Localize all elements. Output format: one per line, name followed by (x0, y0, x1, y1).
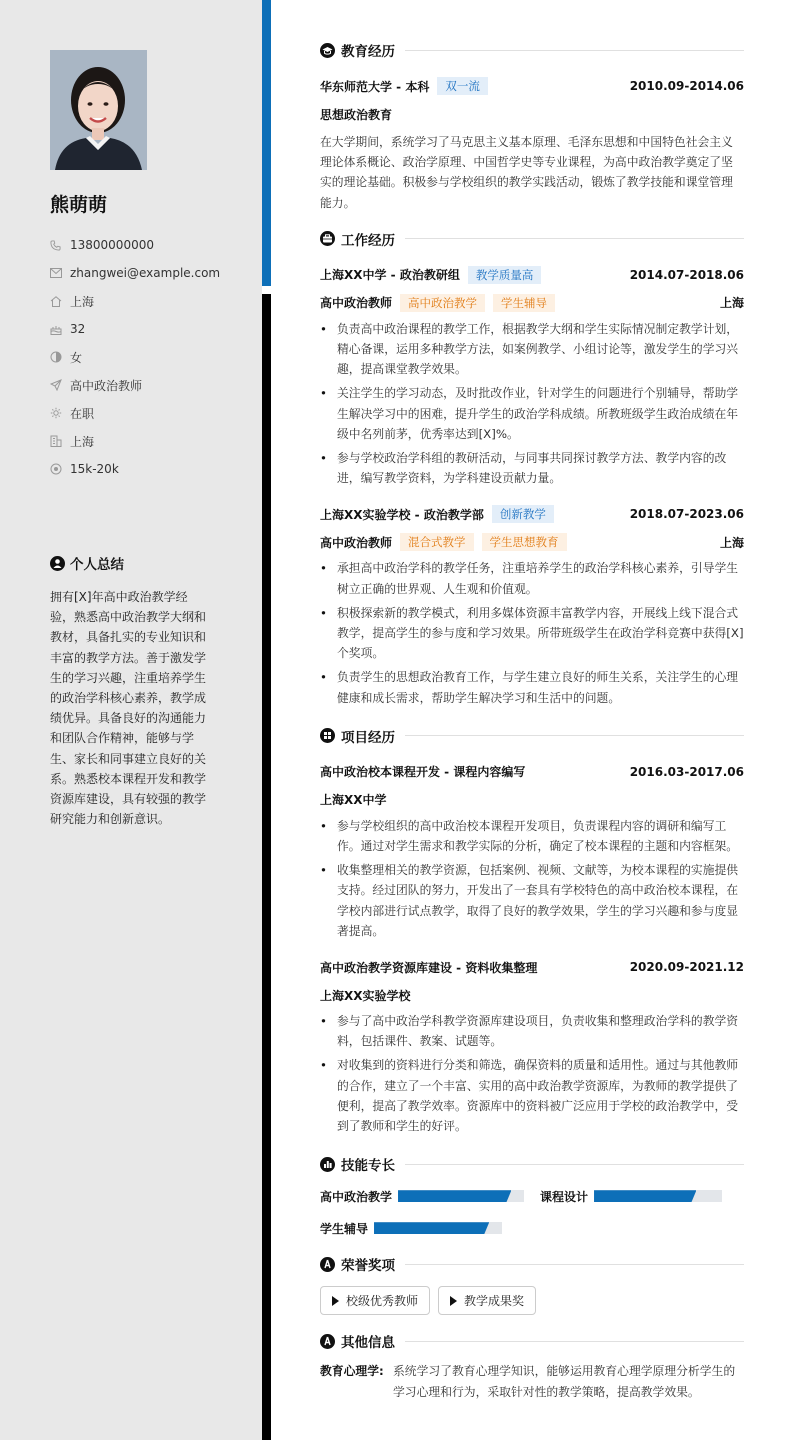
status-row (50, 399, 250, 427)
education-title: 教育经历 (341, 44, 395, 60)
skill-level-bar (398, 1190, 511, 1202)
award-label: 校级优秀教师 (346, 1294, 419, 1309)
work-section (320, 227, 744, 708)
list-item: • 负责学生的思想政治教育工作，与学生建立良好的师生关系，关注学生的心理健康和成长需求，帮助学生解决学习和生活中的问题。 (320, 667, 744, 707)
role: 高中政治教师 (320, 296, 393, 311)
skill-name: 高中政治教学 (320, 1189, 393, 1204)
section-divider (405, 1341, 744, 1342)
city-row (50, 287, 250, 315)
email-row (50, 259, 250, 287)
role-tag: 高中政治教学 (400, 294, 485, 312)
list-item: • 承担高中政治学科的教学任务，注重培养学生的政治学科核心素养，引导学生树立正确的世界观、人生观和价值观。 (320, 558, 744, 598)
medal-icon (320, 1257, 335, 1272)
skill-track (398, 1190, 524, 1202)
list-item: • 参与了高中政治学科教学资源库建设项目，负责收集和整理政治学科的教学资料，包括课件、教案、试题等。 (320, 1011, 744, 1051)
contact-info (50, 231, 250, 483)
email-text: zhangwei@example.com (70, 266, 221, 280)
gender-text: 女 (70, 350, 83, 365)
list-item: • 参与学校组织的高中政治校本课程开发项目，负责课程内容的调研和编写工作。通过对学生需求和教学实际的分析，确定了校本课程的主题和内容框架。 (320, 816, 744, 856)
city-text: 上海 (70, 294, 95, 309)
other-text: 系统学习了教育心理学知识，能够运用教育心理学原理分析学生的学习心理和行为，采取针对性的教学策略，提高教学效果。 (393, 1364, 736, 1399)
age-row (50, 315, 250, 343)
skill-item (540, 1180, 722, 1212)
list-item: • 关注学生的学习动态，及时批改作业，针对学生的问题进行个别辅导，帮助学生解决学习中的困难，提升学生的政治学科成绩。所教班级学生政治成绩在年级中名列前茅，优秀率达到[X]%。 (320, 383, 744, 444)
work-city: 上海 (719, 535, 744, 550)
send-icon (50, 378, 70, 392)
list-item: • 对收集到的资料进行分类和筛选，确保资料的质量和适用性。通过与其他教师的合作，建立了一个丰富、实用的高中政治教学资源库，为教师的教学提供了便利，提高了教学效率。资源库中的资料被广泛应用于学校的政治教学中，受到了教师和学生的好评。 (320, 1055, 744, 1136)
salary-row (50, 455, 250, 483)
summary-heading (50, 553, 124, 573)
awards-heading (320, 1252, 744, 1276)
section-divider (405, 735, 744, 736)
phone-icon (50, 238, 70, 252)
role-tag: 混合式教学 (400, 533, 474, 551)
section-divider (405, 50, 744, 51)
graduation-cap-icon (320, 43, 335, 58)
major-row (320, 100, 744, 128)
work-role-row (320, 528, 744, 556)
skills-heading (320, 1152, 744, 1176)
project-item (320, 758, 744, 941)
accent-bar (262, 0, 271, 286)
education-row (320, 72, 744, 100)
skill-level-bar (374, 1222, 489, 1234)
project-date: 2016.03-2017.06 (629, 764, 744, 779)
avatar (50, 50, 147, 170)
home-icon (50, 294, 70, 308)
skill-track (374, 1222, 502, 1234)
company-name: 上海XX实验学校 - 政治教学部 (320, 507, 484, 522)
main-content (320, 38, 744, 1402)
candidate-name: 熊萌萌 (50, 194, 108, 216)
company-name: 上海XX中学 - 政治教研组 (320, 268, 460, 283)
gender-row (50, 343, 250, 371)
work-item (320, 261, 744, 489)
work-city-row (50, 427, 250, 455)
skills-title: 技能专长 (341, 1158, 395, 1175)
role-tag: 学生辅导 (493, 294, 555, 312)
project-org: 上海XX实验学校 (320, 988, 411, 1003)
project-bullets (320, 814, 744, 941)
other-title: 其他信息 (341, 1335, 395, 1352)
work-heading (320, 227, 744, 251)
list-item: • 积极探索新的教学模式，利用多媒体资源丰富教学内容，开展线上线下混合式教学，提高学生的参与度和学习效果。所带班级学生在政治学科竞赛中获得[X]个奖项。 (320, 603, 744, 664)
work-city: 上海 (719, 296, 744, 311)
award-label: 教学成果奖 (464, 1294, 525, 1309)
cake-icon (50, 322, 70, 336)
project-name: 高中政治教学资源库建设 - 资料收集整理 (320, 960, 538, 975)
role-tag: 学生思想教育 (482, 533, 567, 551)
age-text: 32 (70, 322, 86, 336)
gear-icon (50, 406, 70, 420)
skill-item (320, 1212, 502, 1244)
skill-track (594, 1190, 722, 1202)
award-badge (438, 1286, 536, 1315)
project-name-row (320, 953, 744, 981)
briefcase-icon (320, 231, 335, 246)
info-icon (320, 1334, 335, 1349)
major: 思想政治教育 (320, 107, 393, 122)
project-heading (320, 724, 744, 748)
work-bullets (320, 317, 744, 489)
section-divider (405, 238, 744, 239)
gender-icon (50, 350, 70, 364)
work-date: 2014.07-2018.06 (629, 267, 744, 282)
education-desc: 在大学期间，系统学习了马克思主义基本原理、毛泽东思想和中国特色社会主义理论体系概论、政治学原理、中国哲学史等专业课程，为高中政治教学奠定了坚实的理论基础。积极参与学校组织的教学实践活动，锻炼了教学技能和课堂管理能力。 (320, 135, 733, 210)
work-company-row (320, 261, 744, 289)
work-item (320, 500, 744, 707)
project-name: 高中政治校本课程开发 - 课程内容编写 (320, 765, 526, 780)
position-text: 高中政治教师 (70, 378, 143, 393)
mail-icon (50, 266, 70, 280)
other-label: 教育心理学: (320, 1364, 384, 1379)
divider-bar (262, 294, 271, 1440)
other-heading (320, 1329, 744, 1353)
project-bullets (320, 1009, 744, 1136)
role: 高中政治教师 (320, 535, 393, 550)
project-org-row (320, 981, 744, 1009)
project-org-row (320, 786, 744, 814)
user-icon (50, 556, 65, 571)
position-row (50, 371, 250, 399)
awards-title: 荣誉奖项 (341, 1258, 395, 1275)
project-name-row (320, 758, 744, 786)
school-tag: 双一流 (437, 77, 488, 95)
salary-text: 15k-20k (70, 462, 119, 476)
project-date: 2020.09-2021.12 (629, 960, 744, 975)
list-item: • 参与学校政治学科组的教研活动，与同事共同探讨教学方法、教学内容的改进，编写教学资料，为学科建设贡献力量。 (320, 448, 744, 488)
summary-text: 拥有[X]年高中政治教学经验，熟悉高中政治教学大纲和教材，具备扎实的专业知识和丰富的教学方法。善于激发学生的学习兴趣，注重培养学生的政治学科核心素养，教学成绩优异。具备良好的沟通能力和团队合作精神，能够与学生、家长和同事建立良好的关系。熟悉校本课程开发和教学资源库建设，具有较强的教学研究能力和创新意识。 (50, 590, 207, 827)
project-section (320, 724, 744, 1136)
project-title: 项目经历 (341, 729, 395, 746)
skill-list (320, 1180, 744, 1244)
skill-item (320, 1180, 524, 1212)
education-section (320, 38, 744, 213)
bar-chart-icon (320, 1157, 335, 1172)
other-section (320, 1329, 744, 1401)
work-role-row (320, 289, 744, 317)
school-name: 华东师范大学 - 本科 (320, 79, 430, 94)
skill-name: 课程设计 (540, 1189, 589, 1204)
project-item (320, 953, 744, 1136)
skill-level-bar (594, 1190, 696, 1202)
project-org: 上海XX中学 (320, 793, 387, 808)
phone-text: 13800000000 (70, 238, 154, 252)
education-heading (320, 38, 744, 62)
company-tag: 教学质量高 (468, 266, 542, 284)
education-date: 2010.09-2014.06 (629, 79, 744, 93)
skill-name: 学生辅导 (320, 1221, 369, 1236)
coin-icon (50, 462, 70, 476)
play-icon (450, 1296, 457, 1306)
work-title: 工作经历 (341, 232, 395, 249)
work-company-row (320, 500, 744, 528)
list-item: • 收集整理相关的教学资源，包括案例、视频、文献等，为校本课程的实施提供支持。经过团队的努力，开发出了一套具有学校特色的高中政治校本课程，在学校内部进行试点教学，取得了良好的教学效果，学生的学习兴趣和参与度显著提高。 (320, 860, 744, 941)
work-bullets (320, 556, 744, 707)
summary-title: 个人总结 (70, 557, 124, 573)
status-text: 在职 (70, 406, 95, 421)
skills-section (320, 1152, 744, 1244)
other-item (320, 1361, 744, 1401)
awards-section (320, 1252, 744, 1315)
award-badge (320, 1286, 430, 1315)
section-divider (405, 1164, 744, 1165)
play-icon (332, 1296, 339, 1306)
work-city-text: 上海 (70, 434, 95, 449)
award-list (320, 1284, 744, 1315)
phone-row (50, 231, 250, 259)
building-icon (50, 434, 70, 448)
section-divider (405, 1264, 744, 1265)
grid-icon (320, 728, 335, 743)
work-date: 2018.07-2023.06 (629, 507, 744, 522)
list-item: • 负责高中政治课程的教学工作，根据教学大纲和学生实际情况制定教学计划，精心备课，运用多种教学方法，如案例教学、小组讨论等，激发学生的学习兴趣，提高课堂教学效果。 (320, 319, 744, 380)
company-tag: 创新教学 (492, 505, 554, 523)
